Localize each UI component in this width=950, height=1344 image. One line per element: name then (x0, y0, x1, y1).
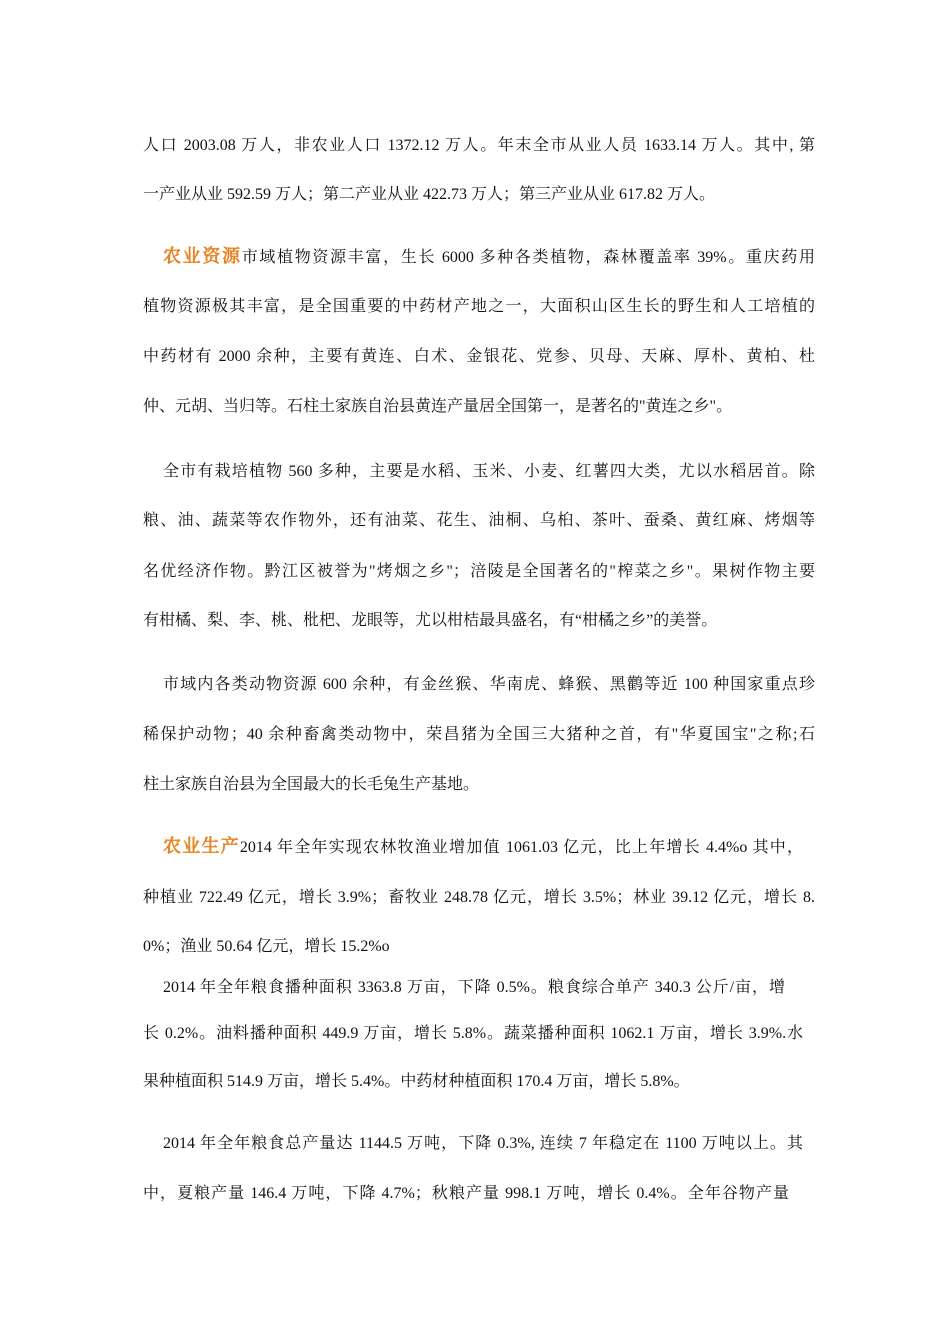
p4-line-2: 稀保护动物；40 余种畜禽类动物中，荣昌猪为全国三大猪种之首，有"华夏国宝"之称;石 (143, 726, 815, 743)
p1-line-2: 一产业从业 592.59 万人；第二产业从业 422.73 万人；第三产业从业 617.82 万人。 (143, 186, 716, 203)
p4-line-1: 市域内各类动物资源 600 余种，有金丝猴、华南虎、蜂猴、黑鹳等近 100 种国家重点珍 (163, 676, 815, 693)
p6-line-2: 长 0.2%。油料播种面积 449.9 万亩，增长 5.8%。蔬菜播种面积 1062.1 万亩，增长 3.9%.水 (143, 1025, 803, 1042)
p2-line-2: 植物资源极其丰富，是全国重要的中药材产地之一，大面积山区生长的野生和人工培植的 (143, 298, 815, 315)
p7-line-1: 2014 年全年粮食总产量达 1144.5 万吨，下降 0.3%, 连续 7 年稳定在 1100 万吨以上。其 (163, 1135, 803, 1152)
p7-line-2: 中，夏粮产量 146.4 万吨，下降 4.7%；秋粮产量 998.1 万吨，增长 0.4%。全年谷物产量 (143, 1185, 789, 1202)
p2-line-1-text: 市域植物资源丰富，生长 6000 多种各类植物，森林覆盖率 39%。重庆药用 (241, 249, 815, 266)
p6-line-1: 2014 年全年粮食播种面积 3363.8 万亩，下降 0.5%。粮食综合单产 340.3 公斤/亩，增 (163, 979, 785, 996)
p5-line-3: 0%；渔业 50.64 亿元，增长 15.2%o (143, 938, 390, 955)
p3-line-1: 全市有栽培植物 560 多种，主要是水稻、玉米、小麦、红薯四大类，尤以水稻居首。除 (163, 463, 815, 480)
p5-line-1-text: 2014 年全年实现农林牧渔业增加值 1061.03 亿元，比上年增长 4.4%o 其中， (239, 839, 803, 856)
p3-line-3: 名优经济作物。黔江区被誉为"烤烟之乡"；涪陵是全国著名的"榨菜之乡"。果树作物主要 (143, 563, 815, 580)
p1-line-1: 人口 2003.08 万人，非农业人口 1372.12 万人。年末全市从业人员 1633.14 万人。其中, 第 (143, 137, 815, 154)
p5-line-2: 种植业 722.49 亿元，增长 3.9%；畜牧业 248.78 亿元，增长 3.5%；林业 39.12 亿元，增长 8. (143, 889, 815, 906)
p6-line-3: 果种植面积 514.9 万亩，增长 5.4%。中药材种植面积 170.4 万亩，增长 5.8%。 (143, 1073, 690, 1090)
p3-line-2: 粮、油、蔬菜等农作物外，还有油菜、花生、油桐、乌桕、茶叶、蚕桑、黄红麻、烤烟等 (143, 512, 815, 529)
p4-line-3: 柱土家族自治县为全国最大的长毛兔生产基地。 (143, 776, 480, 793)
p2-line-3: 中药材有 2000 余种，主要有黄连、白术、金银花、党参、贝母、天麻、厚朴、黄柏、杜 (143, 348, 815, 365)
section-heading-agri-production: 农业生产 (163, 836, 240, 857)
p2-line-1 (163, 246, 815, 269)
p5-line-1 (163, 836, 803, 859)
section-heading-agri-resources: 农业资源 (163, 246, 242, 267)
p3-line-4: 有柑橘、梨、李、桃、枇杷、龙眼等，尤以柑桔最具盛名，有“柑橘之乡”的美誉。 (143, 612, 718, 629)
p2-line-4: 仲、元胡、当归等。石柱土家族自治县黄连产量居全国第一，是著名的"黄连之乡"。 (143, 398, 733, 415)
